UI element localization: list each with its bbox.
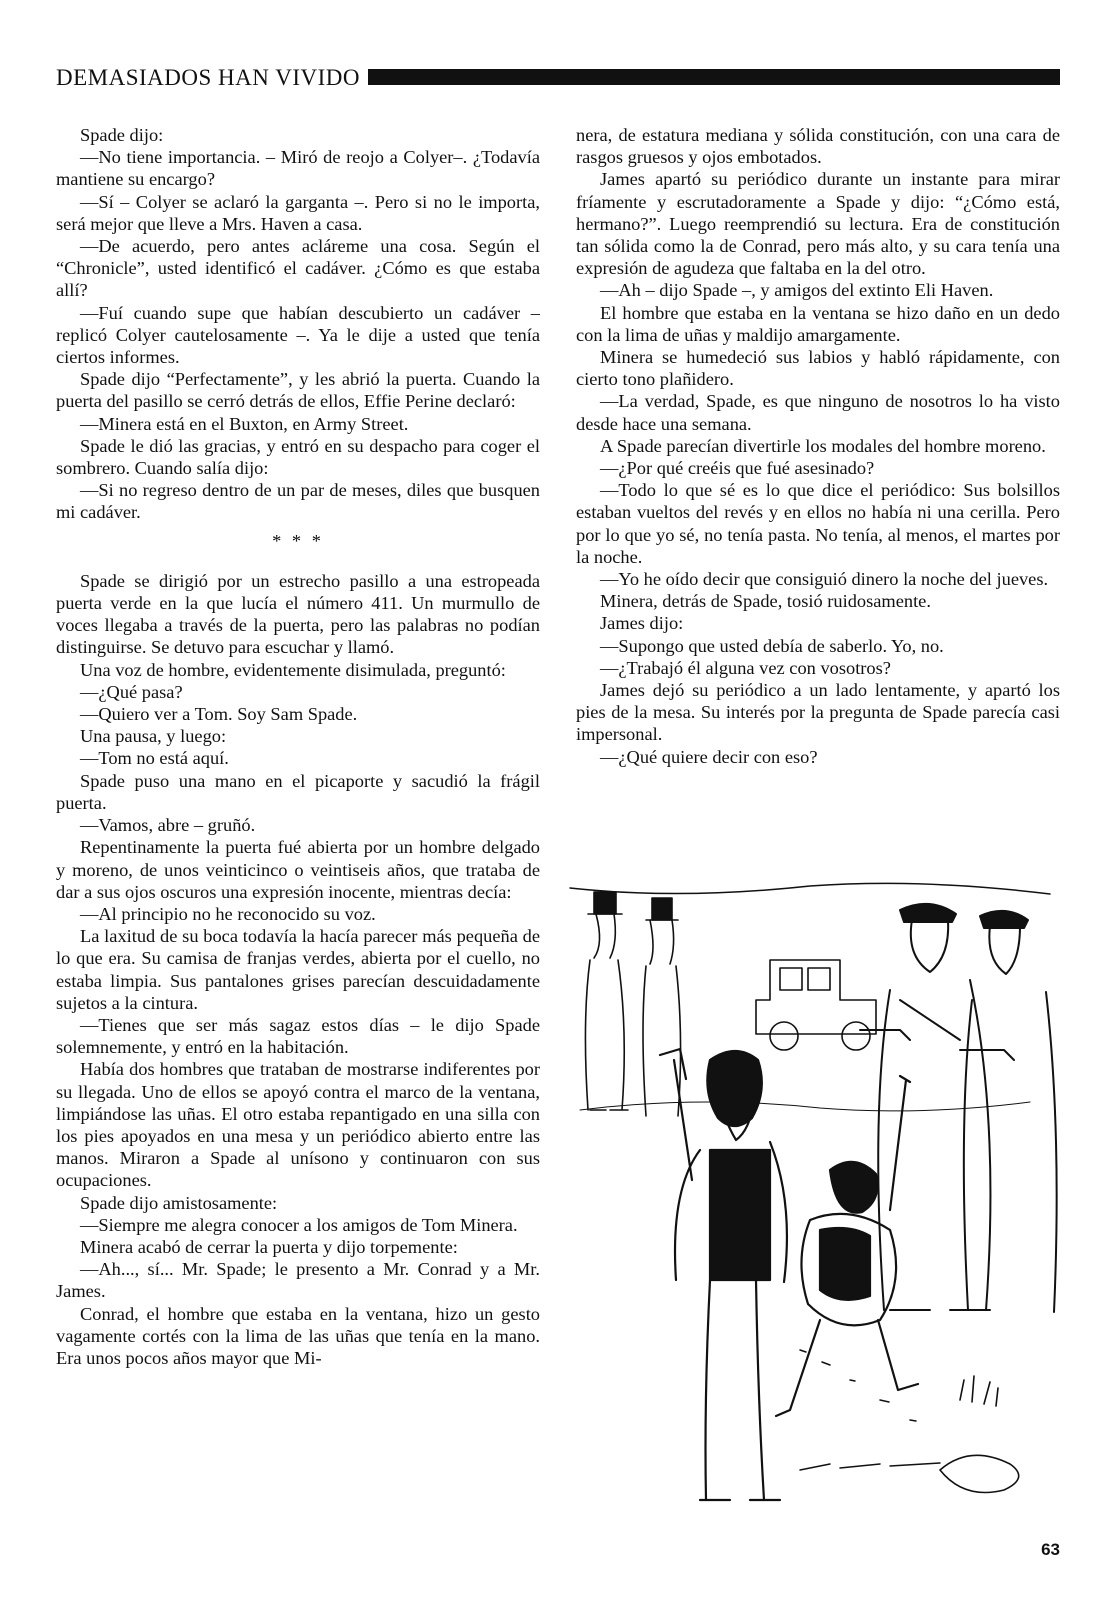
right-column: [576, 124, 1060, 768]
paragraph: Spade le dió las gracias, y entró en su despacho para coger el sombrero. Cuando salía dijo:: [56, 435, 540, 479]
section-separator: * * *: [272, 530, 324, 551]
page-number: 63: [1041, 1540, 1060, 1559]
paragraph: —Ah..., sí... Mr. Spade; le presento a Mr. Conrad y a Mr. James.: [56, 1259, 540, 1302]
paragraph: El hombre que estaba en la ventana se hizo daño en un dedo con la lima de uñas y maldijo amargamente.: [576, 302, 1060, 345]
paragraph: James dejó su periódico a un lado lentamente, y apartó los pies de la mesa. Su interés por la pregunta de Spade parecía casi impersonal.: [576, 680, 1060, 745]
paragraph: nera, de estatura mediana y sólida constitución, con una cara de rasgos gruesos y ojos embotados.: [576, 125, 1060, 168]
paragraph: Repentinamente la puerta fué abierta por un hombre delgado y moreno, de unos veinticinco o veintiseis años, que trataba de dar a sus ojos oscuros una expresión inocente, mientras decía:: [56, 837, 540, 902]
paragraph: —Vamos, abre – gruñó.: [80, 815, 256, 836]
paragraph: —Yo he oído decir que consiguió dinero la noche del jueves.: [600, 569, 1049, 590]
running-title: DEMASIADOS HAN VIVIDO: [56, 64, 360, 90]
paragraph: —Tienes que ser más sagaz estos días – le dijo Spade solemnemente, y entró en la habitación.: [56, 1014, 540, 1058]
paragraph: Minera acabó de cerrar la puerta y dijo torpemente:: [80, 1236, 458, 1257]
foreground-man: [660, 1049, 787, 1500]
paragraph: Spade puso una mano en el picaporte y sacudió la frágil puerta.: [56, 770, 540, 813]
paragraph: —Si no regreso dentro de un par de meses, diles que busquen mi cadáver.: [56, 480, 540, 523]
paragraph: Una pausa, y luego:: [80, 726, 227, 747]
header-rule: [368, 69, 1060, 85]
paragraph: —No tiene importancia. – Miró de reojo a Colyer–. ¿Todavía mantiene su encargo?: [56, 147, 540, 190]
paragraph: —¿Trabajó él alguna vez con vosotros?: [600, 657, 891, 678]
paragraph: —Todo lo que sé es lo que dice el periódico: Sus bolsillos estaban vueltos del revés y en ellos no había ni una cerilla. Pero por lo que yo sé, no tenía pasta. No tenía, al menos, el martes por la noche.: [576, 480, 1060, 567]
paragraph: —¿Por qué creéis que fué asesinado?: [600, 458, 875, 479]
ground-rocks: [940, 1376, 1019, 1493]
paragraph: Spade dijo “Perfectamente”, y les abrió la puerta. Cuando la puerta del pasillo se cerró detrás de ellos, Effie Perine declaró:: [56, 369, 540, 412]
paragraph: —Siempre me alegra conocer a los amigos de Tom Minera.: [80, 1214, 518, 1235]
paragraph: —Al principio no he reconocido su voz.: [80, 903, 376, 924]
paragraph: Spade dijo:: [80, 125, 164, 145]
paragraph: —Minera está en el Buxton, en Army Street.: [80, 413, 409, 434]
paragraph: —Supongo que usted debía de saberlo. Yo, no.: [600, 635, 944, 656]
paragraph: —La verdad, Spade, es que ninguno de nosotros lo ha visto desde hace una semana.: [576, 391, 1060, 434]
paragraph: Spade dijo amistosamente:: [80, 1192, 278, 1213]
pen-ink-illustration: [560, 880, 1060, 1520]
paragraph: A Spade parecían divertirle los modales del hombre moreno.: [600, 435, 1046, 456]
paragraph: Minera, detrás de Spade, tosió ruidosamente.: [600, 591, 931, 612]
paragraph: Minera se humedeció sus labios y habló rápidamente, con cierto tono plañidero.: [576, 347, 1060, 390]
paragraph: James dijo:: [600, 613, 684, 634]
paragraph: James apartó su periódico durante un instante para mirar fríamente y escrutadoramente a Spade y dijo: “¿Cómo está, hermano?”. Luego reemprendió su lectura. Era de constitución tan sólida como la de Conrad, pero más alto, y su cara tenía una expresión de agudeza que faltaba en la del otro.: [576, 169, 1060, 279]
paragraph: —Ah – dijo Spade –, y amigos del extinto Eli Haven.: [600, 280, 994, 301]
paragraph: —Quiero ver a Tom. Soy Sam Spade.: [80, 704, 358, 725]
paragraph: —Sí – Colyer se aclaró la garganta –. Pero si no le importa, será mejor que lleve a Mrs. Haven a casa.: [56, 191, 540, 234]
paragraph: —Fuí cuando supe que habían descubierto un cadáver – replicó Colyer cautelosamente –. Ya le dije a usted que tenía ciertos informes.: [56, 302, 540, 368]
paragraph: —¿Qué quiere decir con eso?: [600, 746, 818, 767]
paragraph: La laxitud de su boca todavía la hacía parecer más pequeña de lo que era. Su camisa de franjas verdes, abierta por el cuello, no estaba limpia. Sus pantalones grises parecían descuidadamente sujetos a la cintura.: [56, 926, 540, 1013]
gunmen-right: [860, 904, 1057, 1312]
paragraph: Conrad, el hombre que estaba en la ventana, hizo un gesto vagamente cortés con la lima de las uñas que tenía en la mano. Era unos pocos años mayor que Mi-: [56, 1303, 540, 1368]
running-man: [776, 1076, 918, 1416]
paragraph: Había dos hombres que trataban de mostrarse indiferentes por su llegada. Uno de ellos se apoyó contra el marco de la ventana, limpiándose las uñas. El otro estaba repantigado en una silla con los pies apoyados en una mesa y un periódico abierto entre las manos. Miraron a Spade al unísono y continuaron con sus ocupaciones.: [56, 1059, 540, 1191]
paragraph: —Tom no está aquí.: [80, 748, 229, 769]
background-car: [756, 960, 876, 1050]
background-figures: [585, 892, 680, 1116]
left-column: [56, 124, 540, 1369]
paragraph: —¿Qué pasa?: [80, 681, 183, 702]
paragraph: Una voz de hombre, evidentemente disimulada, preguntó:: [80, 659, 506, 680]
paragraph: —De acuerdo, pero antes acláreme una cosa. Según el “Chronicle”, usted identificó el cadáver. ¿Cómo es que estaba allí?: [56, 236, 540, 301]
paragraph: Spade se dirigió por un estrecho pasillo a una estropeada puerta verde en la que lucía el número 411. Un murmullo de voces llegaba a través de la puerta, pero las palabras no podían distinguirse. Se detuvo para escuchar y llamó.: [56, 570, 540, 658]
running-header: [56, 60, 1060, 94]
